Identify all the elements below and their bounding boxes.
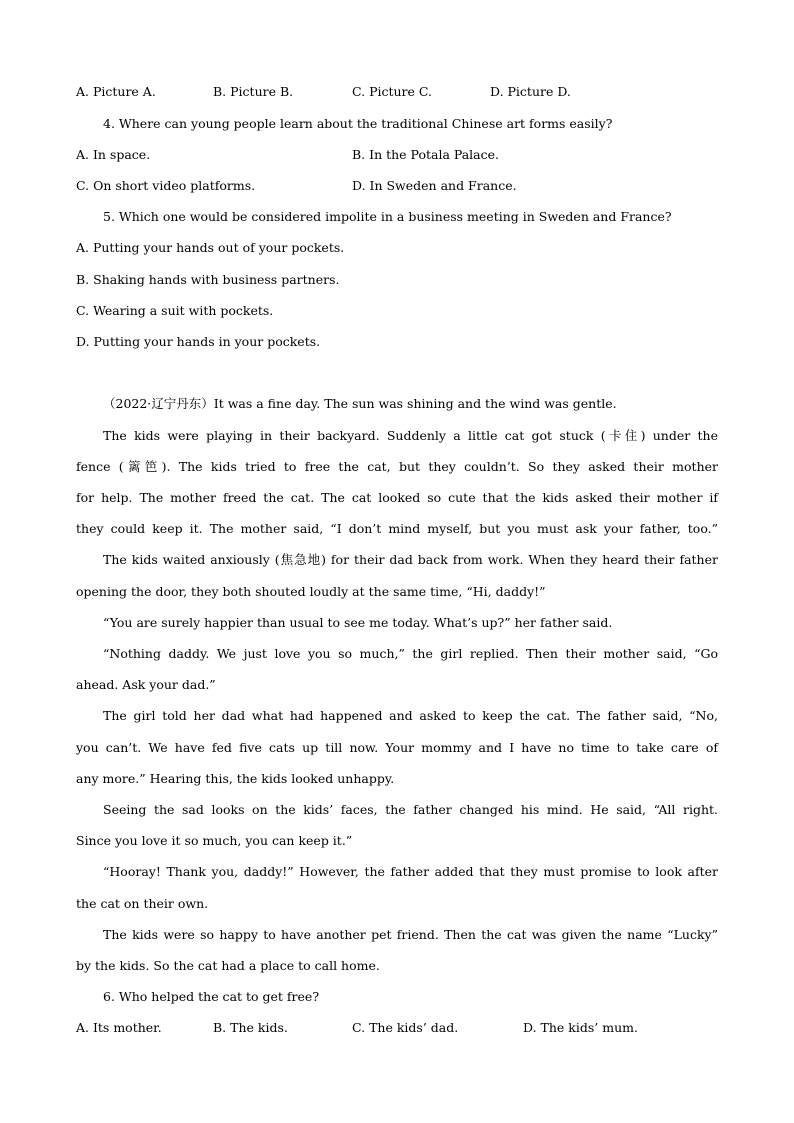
q3-option-a: A. Picture A. [76,84,156,99]
passage-line: the cat on their own. [76,896,209,911]
q6-option-b: B. The kids. [213,1020,288,1035]
q5-option-b: B. Shaking hands with business partners. [76,272,340,287]
q3-option-b: B. Picture B. [213,84,294,99]
q4-question: 4. Where can young people learn about the traditional Chinese art forms easily? [103,116,613,131]
passage-line: by the kids. So the cat had a place to call home. [76,958,380,973]
passage-line: The girl told her dad what had happened and asked to keep the cat. The father said, “No, [103,708,718,723]
passage-line: they could keep it. The mother said, “I don’t mind myself, but you must ask your father, too.” [76,521,718,536]
passage-line: The kids were so happy to have another pet friend. Then the cat was given the name “Lucky” [103,927,718,942]
passage-line: any more.” Hearing this, the kids looked unhappy. [76,771,395,786]
q4-option-b: B. In the Potala Palace. [352,147,499,162]
passage-line: （2022·辽宁丹东）It was a fine day. The sun was shining and the wind was gentle. [103,396,617,411]
passage-line: for help. The mother freed the cat. The cat looked so cute that the kids asked their mother if [76,490,718,505]
passage-line: The kids waited anxiously (焦急地) for their dad back from work. When they heard their father [103,552,718,567]
q6-option-d: D. The kids’ mum. [523,1020,638,1035]
passage-line: Seeing the sad looks on the kids’ faces, the father changed his mind. He said, “All right. [103,802,718,817]
passage-line: you can’t. We have fed five cats up till now. Your mommy and I have no time to take care of [76,740,718,755]
q5-option-a: A. Putting your hands out of your pockets. [76,240,345,255]
q4-option-d: D. In Sweden and France. [352,178,517,193]
passage-line: fence (篱笆). The kids tried to free the cat, but they couldn’t. So they asked their mother [76,459,718,474]
q6-question: 6. Who helped the cat to get free? [103,989,320,1004]
q3-option-c: C. Picture C. [352,84,432,99]
passage-line: “Hooray! Thank you, daddy!” However, the father added that they must promise to look after [103,864,718,879]
passage-line: Since you love it so much, you can keep it.” [76,833,353,848]
q4-option-a: A. In space. [76,147,151,162]
passage-line: “Nothing daddy. We just love you so much,” the girl replied. Then their mother said, “Go [103,646,718,661]
passage-line: opening the door, they both shouted loudly at the same time, “Hi, daddy!” [76,584,546,599]
passage-line: ahead. Ask your dad.” [76,677,216,692]
q5-option-d: D. Putting your hands in your pockets. [76,334,321,349]
q5-option-c: C. Wearing a suit with pockets. [76,303,274,318]
q4-option-c: C. On short video platforms. [76,178,256,193]
passage-line: “You are surely happier than usual to see me today. What’s up?” her father said. [103,615,613,630]
q6-option-c: C. The kids’ dad. [352,1020,459,1035]
q5-question: 5. Which one would be considered impolite in a business meeting in Sweden and France? [103,209,672,224]
q6-option-a: A. Its mother. [76,1020,162,1035]
q3-option-d: D. Picture D. [490,84,571,99]
passage-line: The kids were playing in their backyard. Suddenly a little cat got stuck (卡住) under the [103,428,718,443]
